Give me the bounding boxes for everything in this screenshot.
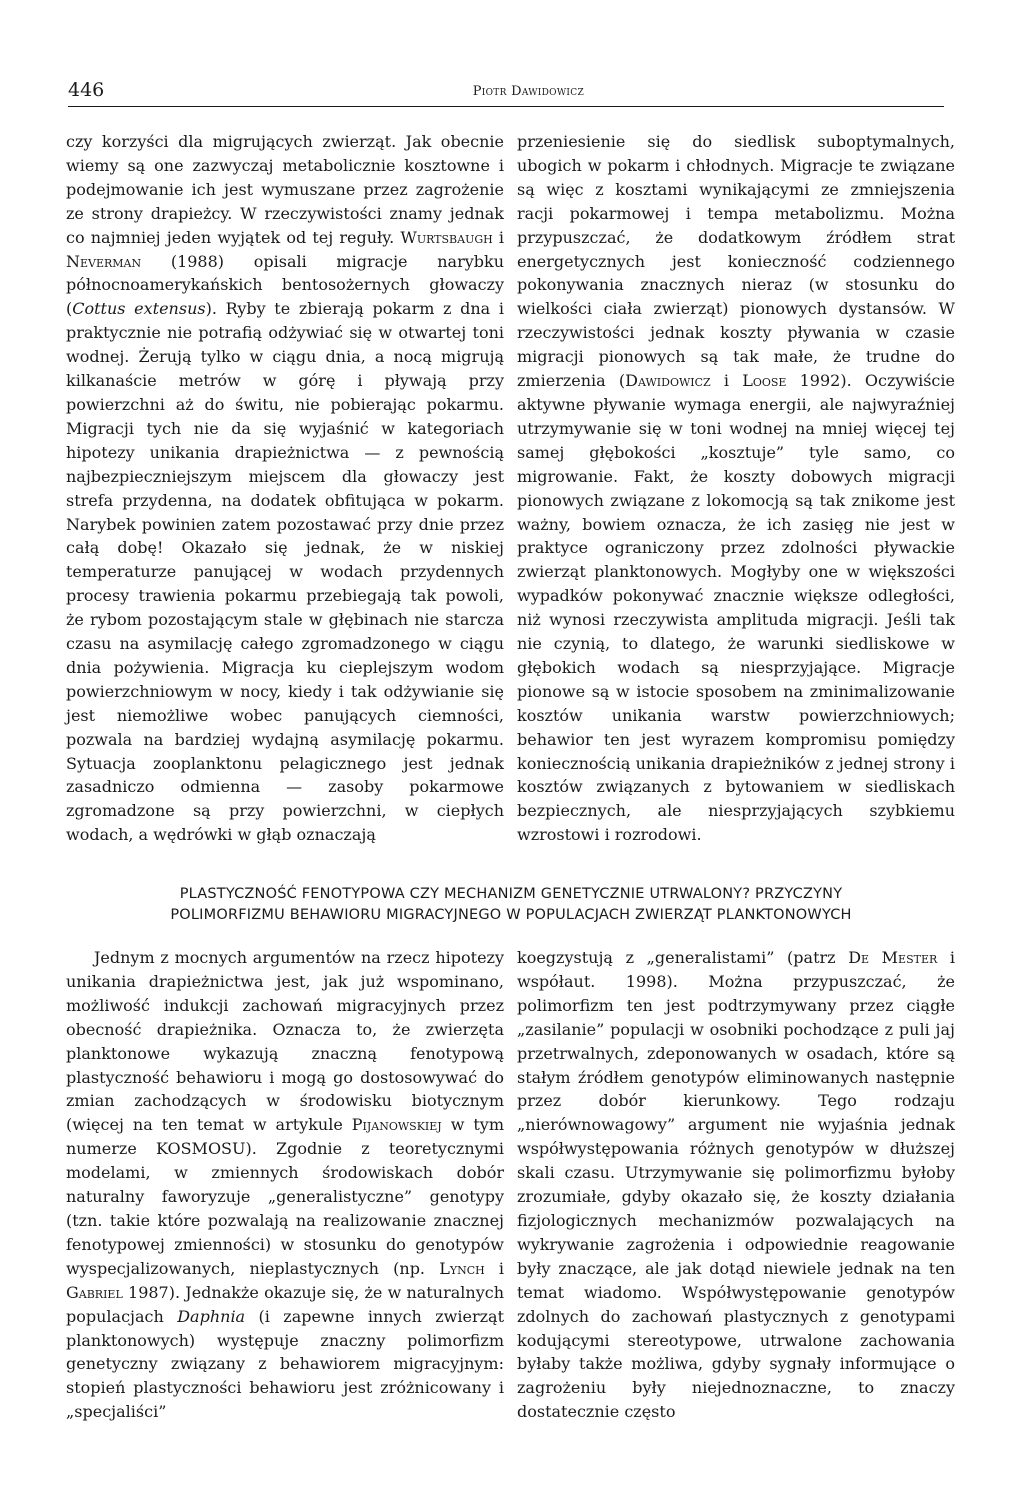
genus-name: Daphnia: [177, 1306, 246, 1326]
citation-author: Lynch: [439, 1258, 485, 1278]
species-name: Cottus extensus: [72, 299, 206, 319]
paragraph-bottom-left: Jednym z mocnych argumentów na rzecz hipotezy unikania drapieżnictwa jest, jak już wspominano, możliwość indukcji zachowań migracyjnych przez obecność drapieżnika. Oznacza to, że zwierzęta planktonowe wykazują znaczną fenotypową plastyczność behawioru i mogą go dostosowywać do zmian zachodzących w środowisku biotycznym (więcej na ten temat w artykule Pijanowskiej w tym numerze KOSMOSU). Zgodnie z teoretycznymi modelami, w zmiennych środowiskach dobór naturalny faworyzuje „generalistyczne” genotypy (tzn. takie które pozwalają na realizowanie znacznej fenotypowej zmienności) w stosunku do genotypów wyspecjalizowanych, nieplastycznych (np. Lynch i Gabriel 1987). Jednakże okazuje się, że w naturalnych populacjach Daphnia (i zapewne innych zwierząt planktonowych) występuje znaczny polimorfizm genetyczny związany z behawiorem migracyjnym: stopień plastyczności behawioru jest zróżnicowany i „specjaliści”: [66, 948, 505, 1422]
section-heading: [66, 884, 956, 926]
page-number: 446: [68, 79, 105, 101]
paragraph-top-right: przeniesienie się do siedlisk suboptymalnych, ubogich w pokarm i chłodnych. Migracje te związane są więc z kosztami wynikającymi ze zmniejszenia racji pokarmowej i tempa metabolizmu. Można przypuszczać, że dodatkowym źródłem strat energetycznych jest konieczność codziennego pokonywania znacznych nieraz (w stosunku do wielkości ciała zwierząt) pionowych dystansów. W rzeczywistości jednak koszty pływania w czasie migracji pionowych są tak małe, że trudne do zmierzenia (Dawidowicz i Loose 1992). Oczywiście aktywne pływanie wymaga energii, ale najwyraźniej utrzymywanie się w toni wodnej na mniej więcej tej samej głębokości „kosztuje” tyle samo, co migrowanie. Fakt, że koszty dobowych migracji pionowych związane z lokomocją są tak znikome jest ważny, bowiem oznacza, że ich zasięg nie jest w praktyce ograniczony przez zdolności pływackie zwierząt planktonowych. Mogłyby one w większości wypadków pokonywać znacznie większe odległości, niż wynosi rzeczywista amplituda migracji. Jeśli tak nie czynią, to dlatego, że warunki siedliskowe w głębokich wodach są niesprzyjające. Migracje pionowe są w istocie sposobem na zminimalizowanie kosztów unikania warstw powierzchniowych; behawior ten jest wyrazem kompromisu pomiędzy koniecznością unikania drapieżników z jednej strony i kosztów związanych z bytowaniem w siedliskach bezpiecznych, ale niesprzyjających szybkiemu wzrostowi i rozrodowi.: [517, 132, 955, 845]
section-heading-line-1: PLASTYCZNOŚĆ FENOTYPOWA CZY MECHANIZM GENETYCZNIE UTRWALONY? PRZYCZYNY: [179, 886, 843, 902]
column-top-right: [517, 130, 955, 850]
page-header: [68, 80, 944, 107]
citation-author: Pijanowskiej: [351, 1115, 442, 1135]
column-top-left: [66, 130, 504, 850]
citation-author: Neverman: [66, 251, 142, 271]
running-head-author: Piotr Dawidowicz: [472, 84, 584, 99]
section-heading-line-2: POLIMORFIZMU BEHAWIORU MIGRACYJNEGO W POPULACJACH ZWIERZĄT PLANKTONOWYCH: [170, 907, 852, 923]
paragraph-top-left: czy korzyści dla migrujących zwierząt. Jak obecnie wiemy są one zazwyczaj metabolicznie kosztowne i podejmowanie ich jest wymuszane przez zagrożenie ze strony drapieżcy. W rzeczywistości znamy jednak co najmniej jeden wyjątek od tej reguły. Wurtsbaugh i Neverman (1988) opisali migracje narybku północnoamerykańskich bentosożernych głowaczy (Cottus extensus). Ryby te zbierają pokarm z dna i praktycznie nie potrafią odżywiać się w otwartej toni wodnej. Żerują tylko w ciągu dnia, a nocą migrują kilkanaście metrów w górę i pływają przy powierzchni aż do świtu, nie pobierając pokarmu. Migracji tych nie da się wyjaśnić w kategoriach hipotezy unikania drapieżnictwa — z pewnością najbezpieczniejszym miejscem dla głowaczy jest strefa przydenna, na dodatek obfitująca w pokarm. Narybek powinien zatem pozostawać przy dnie przez całą dobę! Okazało się jednak, że w niskiej temperaturze panującej w wodach przydennych procesy trawienia pokarmu przebiegają tak powoli, że rybom pozostającym stale w głębinach nie starcza czasu na asymilację całego zgromadzonego w ciągu dnia pożywienia. Migracja ku cieplejszym wodom powierzchniowym w nocy, kiedy i tak odżywianie się jest niemożliwe wobec panujących ciemności, pozwala na bardziej wydajną asymilację pokarmu. Sytuacja zooplanktonu pelagicznego jest jednak zasadniczo odmienna — zasoby pokarmowe zgromadzone są przy powierzchni, w ciepłych wodach, a wędrówki w głąb oznaczają: [66, 132, 505, 845]
paragraph-bottom-right: koegzystują z „generalistami” (patrz De Mester i współaut. 1998). Można przypuszczać, że polimorfizm ten jest podtrzymywany przez ciągłe „zasilanie” populacji w osobniki pochodzące z puli jaj przetrwalnych, zdeponowanych w osadach, które są stałym źródłem genotypów eliminowanych następnie przez dobór kierunkowy. Tego rodzaju „nierównowagowy” argument nie wyjaśnia jednak współwystępowania różnych genotypów w dłuższej skali czasu. Utrzymywanie się polimorfizmu byłoby zrozumiałe, gdyby okazało się, że koszty działania fizjologicznych mechanizmów pozwalających na wykrywanie zagrożenia i odpowiednie reagowanie były znaczące, ale jak dotąd niewiele jednak na ten temat wiadomo. Współwystępowanie genotypów zdolnych do zachowań plastycznych z genotypami kodującymi stereotypowe, utrwalone zachowania byłaby także możliwa, gdyby sygnały informujące o zagrożeniu były niejednoznaczne, to znaczy dostatecznie często: [517, 948, 956, 1422]
citation-author: Gabriel: [66, 1282, 123, 1302]
column-bottom-left: [66, 946, 504, 1466]
citation-author: De Mester: [848, 948, 938, 967]
citation-author: Loose: [742, 371, 787, 391]
citation-author: Wurtsbaugh: [400, 227, 493, 247]
column-bottom-right: [517, 946, 955, 1466]
citation-author: Dawidowicz: [625, 371, 711, 391]
